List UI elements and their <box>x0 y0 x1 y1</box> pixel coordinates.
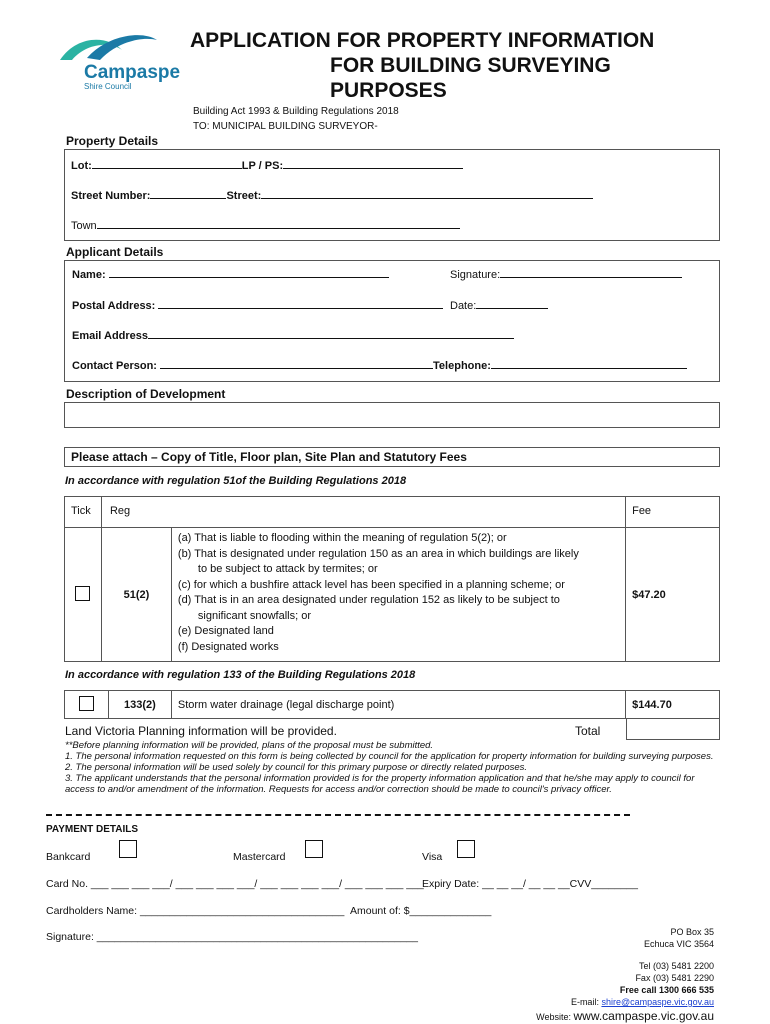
list-item: (f) Designated works <box>177 640 279 653</box>
date-label: Date: <box>450 300 477 312</box>
telephone: Tel (03) 5481 2200 <box>638 961 714 971</box>
website-link[interactable]: www.campaspe.vic.gov.au <box>573 1009 714 1023</box>
contact-person-field[interactable] <box>72 359 687 372</box>
table-header-row <box>65 497 720 528</box>
cut-line <box>46 814 630 816</box>
col-fee-header: Fee <box>626 497 720 528</box>
list-item: significant snowfalls; or <box>197 609 312 622</box>
fax: Fax (03) 5481 2290 <box>635 973 714 983</box>
town-field[interactable] <box>71 219 460 232</box>
bankcard-label: Bankcard <box>46 851 91 863</box>
col-tick-header: Tick <box>65 497 102 528</box>
col-reg-header: Reg <box>101 497 171 528</box>
signature-field[interactable] <box>450 268 682 281</box>
reg133-description: Storm water drainage (legal discharge point) <box>171 691 625 719</box>
lpps-label: LP / PS: <box>241 160 284 172</box>
bankcard-checkbox[interactable] <box>119 840 137 858</box>
list-item: (b) That is designated under regulation 150 as an area in which buildings are likely <box>177 547 579 560</box>
postal-address-field[interactable] <box>72 299 443 312</box>
street-number-label: Street Number: <box>71 190 151 202</box>
card-number-field[interactable]: Card No. ___ ___ ___ ___/ ___ ___ ___ ___/ ___ ___ ___ ___/ ___ ___ ___ ___ <box>46 878 424 890</box>
list-item: (d) That is in an area designated under regulation 152 as likely to be subject to <box>177 594 560 606</box>
page-title <box>190 28 730 103</box>
note-item: 1. The personal information requested on this form is being collected by council for the application for property information for building surveying purposes. <box>65 751 714 762</box>
reg51-checkbox[interactable] <box>75 586 90 601</box>
contact-label: Contact Person: <box>72 360 157 372</box>
regulation-table <box>64 496 720 662</box>
title-line-1: APPLICATION FOR PROPERTY INFORMATION <box>190 29 655 52</box>
visa-label: Visa <box>422 851 443 863</box>
reg51-heading: In accordance with regulation 51of the Building Regulations 2018 <box>65 475 407 487</box>
list-item: (c) for which a bushfire attack level has been specified in a planning scheme; or <box>177 578 565 591</box>
title-line-3: PURPOSES <box>330 79 447 102</box>
email-link[interactable]: shire@campaspe.vic.gov.au <box>601 997 714 1007</box>
total-field[interactable] <box>626 718 720 740</box>
date-field[interactable] <box>450 299 548 312</box>
note-item: **Before planning information will be provided, plans of the proposal must be submitted. <box>65 740 434 751</box>
telephone-label: Telephone: <box>433 360 491 372</box>
po-box: PO Box 35 <box>670 927 714 937</box>
postal-label: Postal Address: <box>72 300 156 312</box>
reg133-fee: $144.70 <box>626 691 720 719</box>
address-town: Echuca VIC 3564 <box>643 939 714 949</box>
council-address <box>514 926 714 1023</box>
amount-field[interactable]: Amount of: $______________ <box>350 905 492 917</box>
lot-field[interactable] <box>71 159 463 172</box>
email-line <box>514 996 714 1008</box>
signature-label: Signature: <box>450 269 501 281</box>
lot-label: Lot: <box>71 160 92 172</box>
list-item: to be subject to attack by termites; or <box>197 563 378 575</box>
table-row <box>65 691 720 719</box>
regulation-133-table <box>64 690 720 719</box>
town-label: Town <box>71 220 97 232</box>
logo-subtitle: Shire Council <box>84 82 132 91</box>
reg51-fee: $47.20 <box>626 528 720 662</box>
payment-details-label: PAYMENT DETAILS <box>46 824 139 835</box>
name-label: Name: <box>72 269 106 281</box>
attach-notice: Please attach – Copy of Title, Floor plan, Site Plan and Statutory Fees <box>64 447 720 467</box>
free-call: Free call 1300 666 535 <box>619 985 714 995</box>
email-field[interactable] <box>72 329 514 342</box>
applicant-details-label: Applicant Details <box>66 245 164 259</box>
visa-checkbox[interactable] <box>457 840 475 858</box>
payment-signature-field[interactable]: Signature: _______________________________________________________ <box>46 931 418 943</box>
reg51-description <box>171 528 625 662</box>
expiry-field[interactable]: Expiry Date: __ __ __/ __ __ __CVV________ <box>422 878 638 890</box>
privacy-notes <box>65 740 725 795</box>
reg133-code: 133(2) <box>108 691 171 719</box>
list-item: (a) That is liable to flooding within the meaning of regulation 5(2); or <box>177 532 507 544</box>
title-line-2: FOR BUILDING SURVEYING <box>330 54 611 77</box>
website-line <box>514 1010 714 1023</box>
description-label: Description of Development <box>66 387 226 401</box>
email-label: E-mail: <box>570 997 599 1007</box>
note-item: 3. The applicant understands that the personal information provided is for the property information application and that he/she may apply to council for access to and/or amendment of the information. Requests for access and/or correction should be made to council's privacy officer. <box>65 773 695 795</box>
description-field[interactable] <box>64 402 720 428</box>
logo-name: Campaspe <box>84 62 181 83</box>
website-label: Website: <box>536 1012 571 1022</box>
addressee: TO: MUNICIPAL BUILDING SURVEYOR- <box>193 121 378 132</box>
reg133-heading: In accordance with regulation 133 of the Building Regulations 2018 <box>65 669 416 681</box>
total-label: Total <box>575 724 601 738</box>
mastercard-label: Mastercard <box>233 851 286 863</box>
land-victoria-note: Land Victoria Planning information will be provided. <box>65 724 337 738</box>
name-field[interactable] <box>72 268 389 281</box>
act-reference: Building Act 1993 & Building Regulations 2018 <box>193 106 399 117</box>
email-label: Email Address <box>72 330 149 342</box>
reg133-checkbox[interactable] <box>79 696 94 711</box>
property-details-label: Property Details <box>66 134 159 148</box>
table-row <box>65 528 720 662</box>
street-label: Street: <box>226 190 262 202</box>
note-item: 2. The personal information will be used solely by council for this primary purpose or directly related purposes. <box>65 762 528 773</box>
mastercard-checkbox[interactable] <box>305 840 323 858</box>
list-item: (e) Designated land <box>177 625 274 637</box>
cardholder-name-field[interactable]: Cardholders Name: ___________________________________ <box>46 905 345 917</box>
reg51-code: 51(2) <box>101 528 171 662</box>
street-field[interactable] <box>71 189 593 202</box>
